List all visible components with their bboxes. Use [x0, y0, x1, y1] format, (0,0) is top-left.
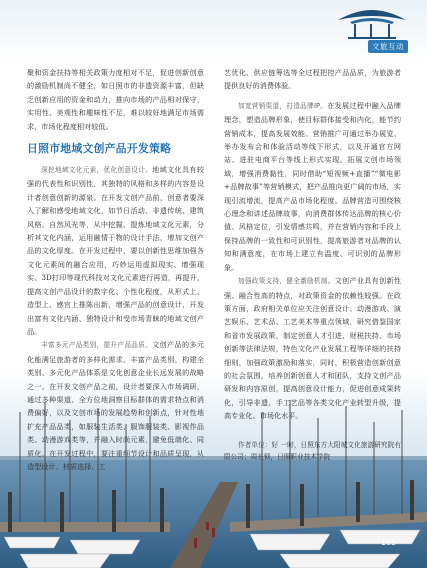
paragraph-product-categories	[27, 338, 204, 473]
author-credits	[224, 439, 401, 463]
paragraph-body: 文创产品的多元化能满足旅游者的多样化需求。丰富产品类别，构建全类别、多元化产品体系是文化创意企业长远发展的战略之一。在开发文创产品之前，设计者要深入市场调研，通过多种渠道、全方位地洞察目标群体的需求特点和消费偏好，以及文创市场的发展趋势和创新点，针对性地扩充产品品类，如服装生活类、服饰服装类、影视作品类、动漫游戏类等，并融入时尚元素，避免低端化、同质化。在开发过程中，要注重细节设计和品质呈现，从造型设计、材质选择、工	[27, 340, 204, 471]
paragraph-policy	[224, 274, 401, 422]
paragraph-lead: 加强政策支持，健全激励机制。	[238, 277, 335, 286]
left-column	[27, 66, 204, 473]
pavilion-roof-icon	[336, 6, 408, 40]
author-label: 作者单位：	[238, 440, 272, 449]
section-heading: 日照市地域文创产品开发策略	[27, 142, 172, 156]
paragraph-lead: 深挖地域文化元素，优化创意设计。	[41, 166, 153, 175]
paragraph-lead: 丰富多元产品类别，提升产品品质。	[41, 341, 153, 350]
paragraph-body: 在发展过程中融入品牌理念，塑造品牌形象，使目标群体接受和内化，能节约营销成本，提高发展效能。营销推广可通过举办展览、举办发布会和体验活动等线下形式，以及开通官方网站、进驻电商平台等线上形式实现。拓展文创市场领域，增强消费黏性，同时借助“短视频+直播”“微电影+品牌故事”等营销模式，把产品推向更广阔的市场，实现引流增流，提高产品市场化程度。品牌营造可围绕核心理念和讲述品牌故事，向消费群体传达品牌的核心价值、风格定位，引发情感共鸣，并在营销内容和手段上保持品牌的一致性和可识别性，提高旅游者对品牌的认知和满意度，在市场上建立有温度、可识别的品牌形象。	[224, 100, 402, 272]
paragraph-culture-elements	[27, 163, 204, 338]
left-top-paragraph: 聚和资金扶持等相关政策力度相对不足，促进创新创意的激励机制尚不健全，如日照市的非遗资源丰富，但缺乏创新应用的资金和动力，推向市场的产品相对保守，实用性、美观性和趣味性不足，难以较好地满足市场需求，市场化程度相对较低。	[27, 68, 204, 131]
paragraph-marketing	[224, 99, 401, 274]
paragraph-body: 文创产业具有创新性强、融合性高的特点，对政策资金的依赖性较强。在政策方面，政府相关单位应关注创意设计、动漫游戏、演艺娱乐、艺术品、工艺美术等重点领域，研究借鉴国家和省市发展政策，制定创意人才引进、财税扶持、市场创新等法律法规，特色文化产业发展工程等详细的扶持细则，加强政策激励和落实，同时，积极营造创新创意的社会氛围，培养创新创意人才和团队，支持文创产品研发和内容原创，提高创意设计能力，促进创意成果转化，引导非遗、手工艺品等各类文化产业转型升级，提高专业化、市场化水平。	[224, 276, 402, 421]
right-top-paragraph: 艺优化、供应链筹选等全过程把控产品品质，为旅游者提供良好的消费体验。	[224, 68, 401, 91]
page-number: 105	[381, 538, 397, 547]
paragraph-lead: 加宽营销渠道，打造品牌IP。	[238, 101, 328, 110]
right-column	[224, 66, 401, 463]
author-value: 好 一时，日照东方大阳城文化旅游研究院有限公司；周长锁，日照职业技术学院	[224, 440, 401, 461]
section-tag: 文旅互动	[368, 40, 408, 53]
paragraph-body: 地域文化具有较强的代表性和识别性，其独特的风格和多样的内容是设计者创意创新的源泉。在开发文创产品前，创意者要深入了解和感受地域文化，如节日活动、非遗传统、建筑风格、自然风光等，从中挖掘、提炼地域文化元素，分析其文化内涵，运用融情于物的设计手法，增加文创产品的文化厚度。在开发过程中，要以创新性思维加强各文化元素间的融合应用，巧妙运用虚拟现实、增强现实、3D打印等现代科技对文化元素进行再造，再提升，提高文创产品设计的数字化、个性化程度，从形式上、造型上、感官上推陈出新，增强产品的创意设计，开发出富有文化内涵、独特设计和受市场青睐的地域文创产品。	[27, 165, 204, 336]
